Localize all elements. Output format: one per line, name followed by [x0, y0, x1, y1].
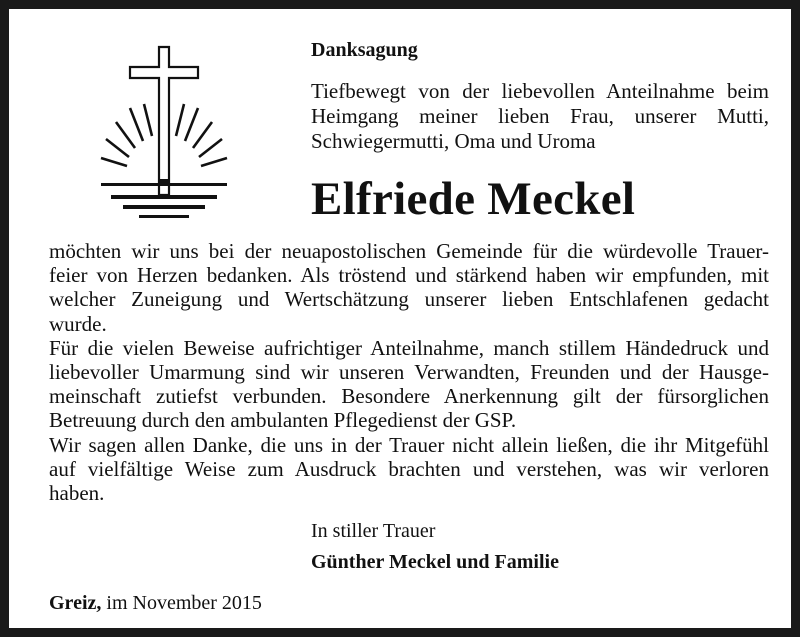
date: im November 2015	[106, 592, 262, 614]
intro-text	[311, 79, 769, 154]
mourning-line: In stiller Trauer	[311, 520, 436, 542]
deceased-name: Elfriede Meckel	[311, 173, 636, 225]
body-line: auf vielfältige Weise zum Ausdruck brachten und verstehen, was wir verloren	[49, 456, 769, 481]
body-text	[49, 239, 769, 505]
intro-line: Heimgang meiner lieben Frau, unserer Mutti,	[311, 104, 769, 128]
body-line: Betreuung durch den ambulanten Pflegedienst der GSP.	[49, 408, 517, 433]
intro-line: Tiefbewegt von der liebevollen Anteilnahme beim	[311, 79, 769, 103]
body-line: welcher Zuneigung und Wertschätzung unserer lieben Entschlafenen gedacht	[49, 287, 769, 312]
body-line: meinschaft zutiefst verbunden. Besondere Anerkennung gilt der fürsorglichen	[49, 384, 769, 409]
family-signature: Günther Meckel und Familie	[311, 551, 559, 573]
cross-shape	[130, 47, 198, 195]
body-line: möchten wir uns bei der neuapostolischen Gemeinde für die würdevolle Trauer-	[49, 239, 769, 263]
notice-heading: Danksagung	[311, 39, 418, 61]
body-line: feier von Herzen bedanken. Als tröstend und stärkend haben wir empfunden, mit	[49, 263, 769, 288]
body-line: Wir sagen allen Danke, die uns in der Trauer nicht allein ließen, die ihr Mitgefühl	[49, 432, 769, 457]
place: Greiz,	[49, 592, 102, 614]
body-line: haben.	[49, 481, 105, 506]
cross-sunrise-waves-icon	[97, 45, 232, 225]
place-date	[49, 592, 262, 615]
body-line: liebevoller Umarmung sind wir unseren Verwandten, Freunden und der Hausge-	[49, 360, 769, 385]
body-line: Für die vielen Beweise aufrichtiger Anteilnahme, manch stillem Händedruck und	[49, 335, 769, 360]
waves	[101, 179, 227, 218]
body-line: wurde.	[49, 311, 107, 336]
intro-line: Schwiegermutti, Oma und Uroma	[311, 129, 596, 153]
